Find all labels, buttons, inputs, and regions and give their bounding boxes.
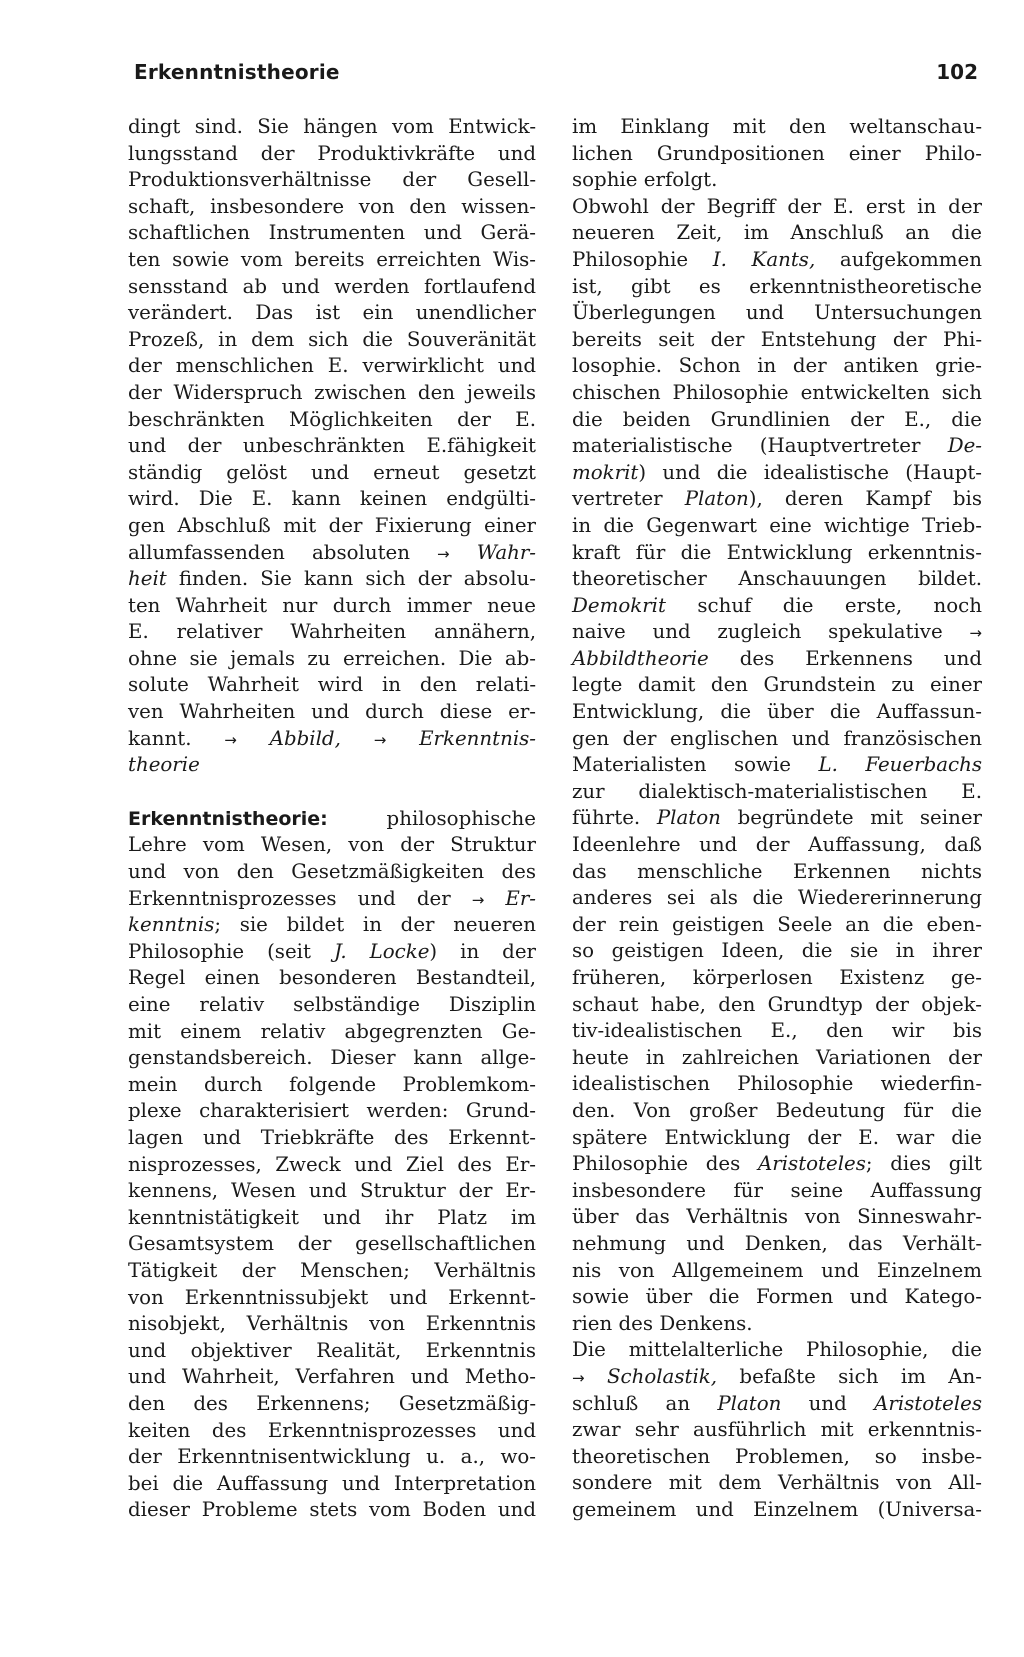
- text-line: → Scholastik, befaßte sich im An-: [572, 1364, 982, 1388]
- text-line: theoretischer Anschauungen bildet.: [572, 567, 982, 591]
- person-name: mokrit: [572, 460, 639, 484]
- person-name: Aristoteles: [757, 1152, 866, 1176]
- text-line: und der unbeschränkten E.fähigkeit: [128, 434, 536, 458]
- cross-reference-arrow-icon: →: [572, 1368, 585, 1387]
- text-line: nis von Allgemeinem und Einzelnem: [572, 1258, 982, 1282]
- text-line: plexe charakterisiert werden: Grund-: [128, 1099, 536, 1123]
- text-line: Tätigkeit der Menschen; Verhältnis: [128, 1258, 536, 1282]
- cross-reference[interactable]: heit: [128, 567, 167, 591]
- text-line: eine relativ selbständige Disziplin: [128, 993, 536, 1016]
- text-line: Philosophie I. Kants, aufgekommen: [572, 247, 982, 271]
- text-line: Gesamtsystem der gesellschaftlichen: [128, 1232, 536, 1256]
- text-line: rien des Denkens.: [572, 1311, 753, 1335]
- cross-reference[interactable]: Abbildtheorie: [572, 646, 709, 670]
- cross-reference[interactable]: Abbild,: [269, 726, 341, 750]
- text-line: keiten des Erkenntnisprozesses und: [128, 1418, 536, 1442]
- text-line: führte. Platon begründete mit seiner: [572, 806, 982, 830]
- text-line: über das Verhältnis von Sinneswahr-: [572, 1205, 982, 1229]
- cross-reference[interactable]: Scholastik,: [606, 1364, 718, 1388]
- text-line: den des Erkennens; Gesetzmäßig-: [128, 1391, 536, 1415]
- text-line: Erkenntnisprozesses und der → Er-: [128, 886, 536, 910]
- text-line: sensstand ab und werden fortlaufend: [128, 274, 536, 298]
- text-line: gemeinem und Einzelnem (Universa-: [572, 1497, 982, 1521]
- text-line: der Widerspruch zwischen den jeweils: [128, 380, 536, 404]
- text-line: verändert. Das ist ein unendlicher: [128, 301, 536, 325]
- text-line: zur dialektisch-materialistischen E.: [572, 779, 982, 803]
- text-line: Prozeß, in dem sich die Souveränität: [128, 327, 536, 351]
- text-line: Überlegungen und Untersuchungen: [572, 301, 982, 325]
- text-line: vertreter Platon), deren Kampf bis: [572, 487, 982, 511]
- text-line: Entwicklung, die über die Auffassun-: [572, 700, 982, 724]
- text-line: theoretischen Problemen, so insbe-: [572, 1444, 982, 1468]
- text-line: chischen Philosophie entwickelten sich: [572, 380, 982, 404]
- person-name: L. Feuerbachs: [818, 753, 982, 777]
- text-line: solute Wahrheit wird in den relati-: [128, 673, 536, 697]
- text-line: schaut habe, den Grundtyp der objek-: [572, 992, 982, 1016]
- text-line: lungsstand der Produktivkräfte und: [128, 141, 536, 165]
- entry-first-line: Erkenntnistheorie: philosophische: [128, 806, 536, 830]
- cross-reference-arrow-icon: →: [373, 730, 387, 749]
- cross-reference-arrow-icon: →: [969, 624, 982, 643]
- text-line: ven Wahrheiten und durch diese er-: [128, 700, 536, 724]
- text-line: legte damit den Grundstein zu einer: [572, 673, 982, 697]
- text-line: Philosophie (seit J. Locke) in der: [128, 939, 536, 963]
- text-line: Lehre vom Wesen, von der Struktur: [128, 833, 536, 857]
- text-line: Demokrit schuf die erste, noch: [572, 593, 982, 617]
- text-line: Regel einen besonderen Bestandteil,: [128, 966, 536, 990]
- cross-reference[interactable]: Wahr-: [476, 540, 536, 564]
- text-line: nehmung und Denken, das Verhält-: [572, 1231, 982, 1255]
- text-line: schluß an Platon und Aristoteles: [572, 1391, 982, 1415]
- cross-reference[interactable]: Er-: [505, 886, 536, 910]
- text-line: Die mittelalterliche Philosophie, die: [572, 1338, 982, 1362]
- text-line: wird. Die E. kann keinen endgülti-: [128, 487, 536, 511]
- text-line: kraft für die Entwicklung erkenntnis-: [572, 540, 982, 564]
- text-line: der rein geistigen Seele an die eben-: [572, 912, 982, 936]
- text-line: bei die Auffassung und Interpretation: [128, 1471, 536, 1495]
- cross-reference[interactable]: kenntnis: [128, 913, 215, 937]
- text-line: Abbildtheorie des Erkennens und: [572, 646, 982, 670]
- text-line: so geistigen Ideen, die sie in ihrer: [572, 939, 982, 963]
- text-line: zwar sehr ausführlich mit erkenntnis-: [572, 1418, 982, 1442]
- text-line: kannt. → Abbild, → Erkenntnis-: [128, 726, 536, 750]
- person-name: J. Locke: [333, 939, 430, 963]
- text-line: tiv-idealistischen E., den wir bis: [572, 1019, 982, 1043]
- cross-reference-arrow-icon: →: [224, 730, 237, 749]
- text-line: der Erkenntnisentwicklung u. a., wo-: [128, 1445, 536, 1469]
- text-line: heit finden. Sie kann sich der absolu-: [128, 567, 536, 591]
- text-line: Produktionsverhältnisse der Gesell-: [128, 168, 536, 192]
- text-line: nisobjekt, Verhältnis von Erkenntnis: [128, 1312, 536, 1336]
- text-line: neueren Zeit, im Anschluß an die: [572, 221, 982, 245]
- left-column: [128, 114, 536, 1524]
- text-line: in die Gegenwart eine wichtige Trieb-: [572, 513, 982, 537]
- text-line: losophie. Schon in der antiken grie-: [572, 354, 982, 378]
- person-name: Platon: [656, 806, 721, 830]
- text-line: dingt sind. Sie hängen vom Entwick-: [128, 115, 536, 138]
- text-line: kenntnis; sie bildet in der neueren: [128, 913, 536, 937]
- text-line: mit einem relativ abgegrenzten Ge-: [128, 1019, 536, 1043]
- text-line: E. relativer Wahrheiten annähern,: [128, 620, 536, 644]
- text-line: ten Wahrheit nur durch immer neue: [128, 593, 536, 617]
- text-line: mokrit) und die idealistische (Haupt-: [572, 460, 982, 484]
- text-line: naive und zugleich spekulative →: [572, 620, 982, 644]
- text-line: beschränkten Möglichkeiten der E.: [128, 407, 536, 431]
- text-line: gen Abschluß mit der Fixierung einer: [128, 513, 536, 537]
- text-line: und objektiver Realität, Erkenntnis: [128, 1338, 536, 1362]
- text-line: früheren, körperlosen Existenz ge-: [572, 966, 982, 989]
- person-name: Platon: [684, 487, 749, 511]
- text-line: Philosophie des Aristoteles; dies gilt: [572, 1152, 982, 1176]
- text-line: idealistischen Philosophie wiederfin-: [572, 1072, 982, 1096]
- text-line: von Erkenntnissubjekt und Erkennt-: [128, 1285, 536, 1309]
- text-line: schaftlichen Instrumenten und Gerä-: [128, 221, 536, 245]
- text-line: lagen und Triebkräfte des Erkennt-: [128, 1125, 536, 1149]
- text-line: insbesondere für seine Auffassung: [572, 1178, 982, 1202]
- cross-reference[interactable]: Erkenntnis-: [419, 726, 536, 750]
- text-line: mein durch folgende Problemkom-: [128, 1072, 536, 1096]
- text-line: spätere Entwicklung der E. war die: [572, 1125, 982, 1149]
- person-name: Platon: [717, 1391, 782, 1415]
- running-head: Erkenntnistheorie: [134, 60, 340, 84]
- text-line: dieser Probleme stets vom Boden und: [128, 1498, 536, 1522]
- cross-reference-arrow-icon: →: [437, 544, 450, 563]
- text-line: materialistische (Hauptvertreter De-: [572, 434, 982, 458]
- text-line: gen der englischen und französischen: [572, 726, 982, 750]
- text-line: Materialisten sowie L. Feuerbachs: [572, 753, 982, 777]
- text-line: sondere mit dem Verhältnis von All-: [572, 1471, 982, 1495]
- text-line: lichen Grundpositionen einer Philo-: [572, 141, 982, 165]
- text-line: die beiden Grundlinien der E., die: [572, 407, 982, 431]
- person-name: Aristoteles: [874, 1391, 982, 1415]
- text-line: den. Von großer Bedeutung für die: [572, 1098, 982, 1122]
- text-line: genstandsbereich. Dieser kann allge-: [128, 1046, 536, 1070]
- person-name: Demokrit: [572, 593, 666, 617]
- text-line: das menschliche Erkennen nichts: [572, 859, 982, 883]
- text-line: schaft, insbesondere von den wissen-: [128, 194, 536, 218]
- text-line: bereits seit der Entstehung der Phi-: [572, 327, 982, 351]
- right-column: [572, 114, 982, 1523]
- text-line: kenntnistätigkeit und ihr Platz im: [128, 1205, 536, 1229]
- text-line: [128, 752, 536, 779]
- person-name: De-: [947, 434, 982, 458]
- text-line: und Wahrheit, Verfahren und Metho-: [128, 1365, 536, 1389]
- entry-headword: Erkenntnistheorie:: [128, 807, 328, 830]
- text-line: Ideenlehre und der Auffassung, daß: [572, 833, 982, 857]
- cross-reference[interactable]: theorie: [128, 753, 200, 777]
- person-name: I. Kants,: [712, 247, 816, 271]
- text-line: sophie erfolgt.: [572, 168, 718, 192]
- text-line: nisprozesses, Zweck und Ziel des Er-: [128, 1152, 536, 1176]
- text-line: allumfassenden absoluten → Wahr-: [128, 540, 536, 564]
- text-line: kennens, Wesen und Struktur der Er-: [128, 1179, 536, 1203]
- text-line: Obwohl der Begriff der E. erst in der: [572, 194, 982, 218]
- text-line: im Einklang mit den weltanschau-: [572, 115, 982, 138]
- text-line: der menschlichen E. verwirklicht und: [128, 354, 536, 378]
- text-line: sowie über die Formen und Katego-: [572, 1285, 982, 1309]
- text-line: anderes sei als die Wiedererinnerung: [572, 886, 982, 910]
- text-line: und von den Gesetzmäßigkeiten des: [128, 860, 536, 884]
- text-line: heute in zahlreichen Variationen der: [572, 1045, 982, 1069]
- text-line: ständig gelöst und erneut gesetzt: [128, 460, 536, 484]
- page-number: 102: [936, 60, 978, 84]
- text-line: ohne sie jemals zu erreichen. Die ab-: [128, 646, 536, 670]
- text-line: ist, gibt es erkenntnistheoretische: [572, 274, 982, 298]
- cross-reference-arrow-icon: →: [471, 890, 485, 909]
- text-line: ten sowie vom bereits erreichten Wis-: [128, 247, 536, 271]
